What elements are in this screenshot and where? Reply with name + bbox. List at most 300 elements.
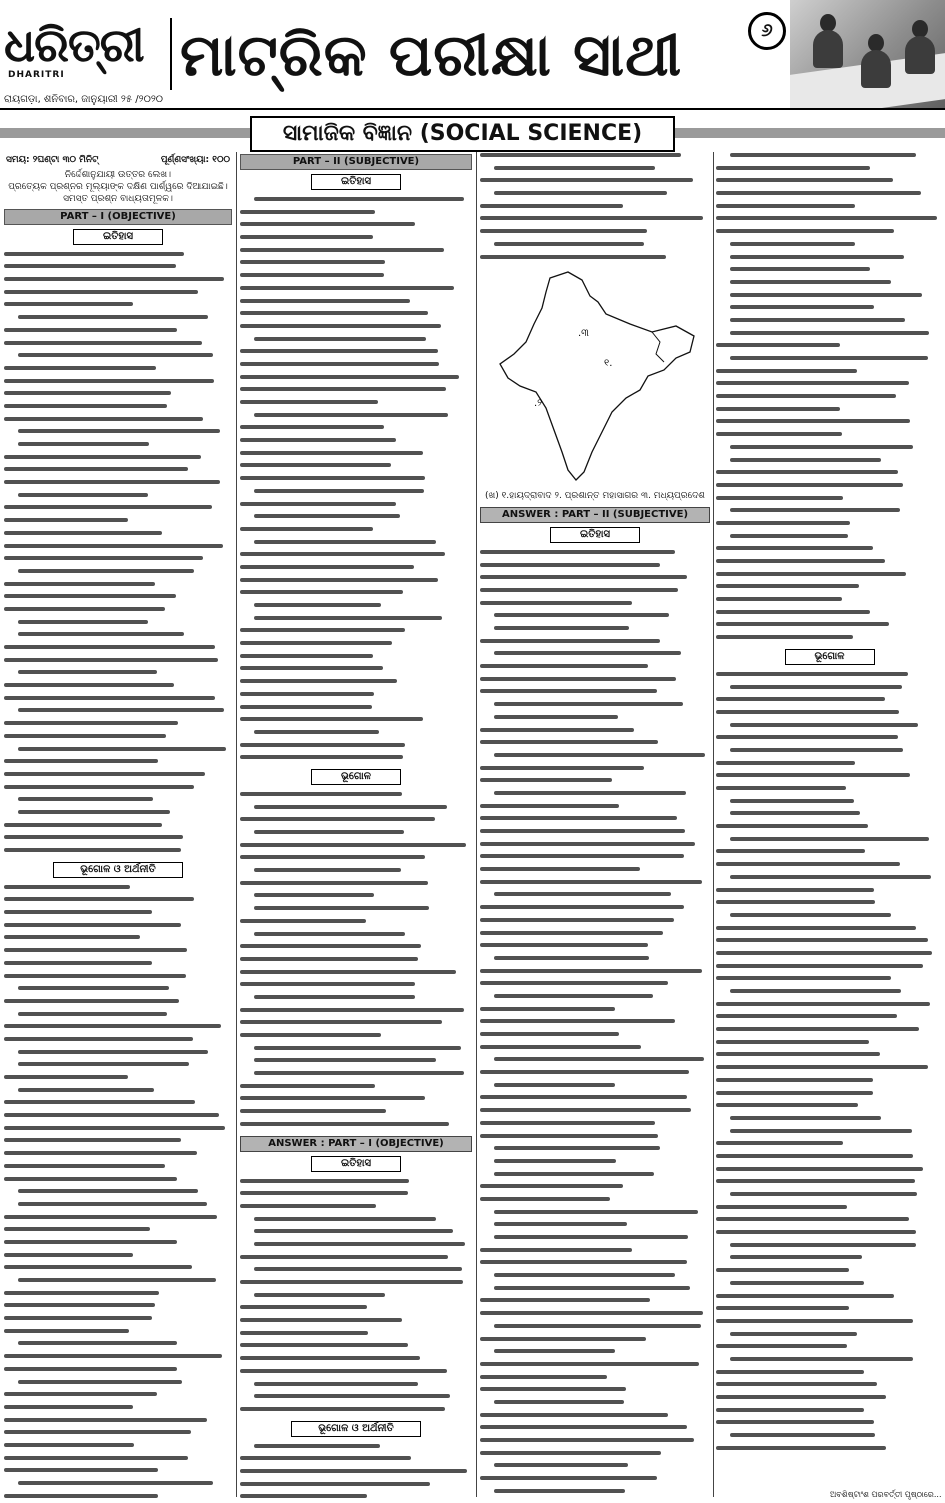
text-line [4,591,232,604]
text-line [240,537,472,550]
text-line [240,372,472,385]
text-line [480,788,710,801]
text-line [716,1088,943,1101]
text-line [4,338,232,351]
text-line [240,422,472,435]
column-divider [476,152,477,1497]
text-line [4,1135,232,1148]
text-line [240,979,472,992]
text-line [716,923,943,936]
text-line [4,1123,232,1136]
text-line [480,610,710,623]
text-line [4,274,232,287]
dateline: ରାୟଗଡ଼ା, ଶନିବାର, ଜାନୁୟାରୀ ୨୫ /୨୦୨୦ [4,94,164,105]
text-line [480,1295,710,1308]
text-line [716,961,943,974]
text-line [480,1245,710,1258]
text-line [240,954,472,967]
text-line [716,834,943,847]
text-line [240,702,472,715]
text-line [480,725,710,738]
text-line [716,720,943,733]
text-line [4,996,232,1009]
text-line [480,1460,710,1473]
text-line [240,549,472,562]
text-line [716,1265,943,1278]
text-line [716,201,943,214]
text-line [716,302,943,315]
text-line [240,1315,472,1328]
text-line [480,661,710,674]
text-line [4,1110,232,1123]
text-line [480,560,710,573]
exam-meta [4,150,232,169]
text-line [480,1448,710,1461]
text-line [240,625,472,638]
text-line [4,287,232,300]
text-line [716,505,943,518]
text-line [480,623,710,636]
column-4 [716,150,943,1500]
text-line [716,429,943,442]
text-line [480,1372,710,1385]
text-line [480,1105,710,1118]
logo-subtitle: DHARITRI [8,70,65,80]
text-line [240,1106,472,1119]
text-line [4,1326,232,1339]
text-line [716,531,943,544]
text-line [716,543,943,556]
text-line [240,878,472,891]
text-line [4,820,232,833]
text-line [716,770,943,783]
text-line [716,694,943,707]
text-line [716,404,943,417]
text-line [716,328,943,341]
part-1-heading: PART – I (OBJECTIVE) [4,209,232,225]
text-line [4,1491,232,1500]
text-line [240,245,472,258]
text-line [716,239,943,252]
text-line [480,175,710,188]
page-number-badge: ୬ [748,12,786,50]
india-map [480,266,708,490]
text-line [4,464,232,477]
text-line [4,705,232,718]
section-heading-history: ଇତିହାସ [311,174,401,190]
text-line [480,902,710,915]
text-line [240,663,472,676]
text-line [480,572,710,585]
text-line [716,1443,943,1456]
text-line [4,350,232,363]
text-line [4,414,232,427]
text-line [240,1119,472,1132]
text-line [240,852,472,865]
answer-block [240,1441,472,1500]
text-line [4,882,232,895]
text-line [4,1237,232,1250]
text-line [240,1176,472,1189]
text-line [480,889,710,902]
text-line [4,832,232,845]
answer-block [716,150,943,645]
text-line [480,1016,710,1029]
text-line [480,201,710,214]
text-line [4,528,232,541]
text-line [4,1148,232,1161]
text-line [4,983,232,996]
text-line [716,1062,943,1075]
column-divider [236,152,237,1497]
question-block [240,789,472,1132]
text-line [240,397,472,410]
text-line [240,575,472,588]
text-line [4,426,232,439]
masthead-rule [0,108,945,110]
text-line [4,452,232,465]
text-line [716,632,943,645]
question-block [4,249,232,858]
text-line [240,384,472,397]
text-line [4,502,232,515]
text-line [240,587,472,600]
text-line [716,1354,943,1367]
text-line [716,1049,943,1062]
text-line [4,1275,232,1288]
text-line [480,1067,710,1080]
text-line [480,978,710,991]
text-line [716,846,943,859]
text-line [4,1300,232,1313]
text-line [480,737,710,750]
text-line [716,1405,943,1418]
text-line [480,813,710,826]
text-line [4,1351,232,1364]
text-line [716,1138,943,1151]
text-line [4,401,232,414]
text-line [4,1021,232,1034]
section-heading-history: ଇତିହାସ [73,229,163,245]
text-line [4,566,232,579]
page-title: ମାଟ୍ରିକ ପରୀକ୍ଷା ସାଥୀ [180,21,683,89]
text-line [4,718,232,731]
text-line [4,1047,232,1060]
text-line [716,1100,943,1113]
text-line [716,607,943,620]
text-line [480,1384,710,1397]
map-label-1: ୧. [604,358,613,370]
text-line [716,1126,943,1139]
text-line [240,814,472,827]
text-line [240,789,472,802]
text-line [4,1402,232,1415]
text-line [240,1328,472,1341]
text-line [716,872,943,885]
text-line [4,1009,232,1022]
text-line [240,219,472,232]
text-line [240,714,472,727]
text-line [480,213,710,226]
text-line [480,188,710,201]
text-line [4,1174,232,1187]
text-line [716,1316,943,1329]
banner-bar-left [0,128,250,138]
text-line [480,991,710,1004]
text-line [716,783,943,796]
text-line [4,907,232,920]
text-line [480,648,710,661]
exam-time: ସମୟ: ୨ଘଣ୍ଟା ୩୦ ମିନିଟ୍ [6,155,99,165]
text-line [480,763,710,776]
text-line [4,1161,232,1174]
text-line [240,752,472,765]
text-line [240,486,472,499]
text-line [240,1043,472,1056]
text-line [480,1181,710,1194]
text-line [4,541,232,554]
text-line [4,1034,232,1047]
text-line [4,655,232,668]
text-line [716,1176,943,1189]
text-line [4,376,232,389]
text-line [716,1011,943,1024]
text-line [240,1491,472,1500]
column-divider [713,152,714,1497]
text-line [240,890,472,903]
text-line [240,473,472,486]
text-line [716,745,943,758]
text-line [240,359,472,372]
text-line [716,707,943,720]
text-line [240,1055,472,1068]
text-line [716,1202,943,1215]
text-line [716,1240,943,1253]
india-outline-map [480,266,708,490]
text-line [240,992,472,1005]
text-line [4,693,232,706]
text-line [240,346,472,359]
subject-heading: ସାମାଜିକ ବିଜ୍ଞାନ (SOCIAL SCIENCE) [250,116,675,152]
dharitri-logo [4,20,154,90]
text-line [480,940,710,953]
text-line [4,971,232,984]
text-line [240,613,472,626]
text-line [716,1252,943,1265]
column-3 [480,150,710,1500]
text-line [240,499,472,512]
text-line [716,1164,943,1177]
text-line [240,1404,472,1417]
text-line [240,1441,472,1454]
text-line [4,1440,232,1453]
text-line [480,1118,710,1131]
text-line [716,594,943,607]
text-line [480,839,710,852]
text-line [4,1415,232,1428]
text-line [240,1302,472,1315]
text-line [480,1194,710,1207]
text-line [480,1308,710,1321]
text-line [716,581,943,594]
text-line [480,1042,710,1055]
text-line [240,802,472,815]
text-line [716,669,943,682]
text-line [4,782,232,795]
text-line [4,629,232,642]
text-line [716,188,943,201]
text-line [240,676,472,689]
text-line [240,840,472,853]
text-line [240,1214,472,1227]
text-line [4,312,232,325]
text-line [480,826,710,839]
text-line [4,1427,232,1440]
answer-block [716,669,943,1456]
text-line [4,1072,232,1085]
text-line [716,378,943,391]
text-line [4,1364,232,1377]
map-label-3: .୩ [578,328,590,340]
text-line [4,325,232,338]
text-line [240,1252,472,1265]
continued-note: ଅବଶିଷ୍ଟାଂଶ ପରବର୍ତ୍ତୀ ପୃଷ୍ଠାରେ... [830,1490,942,1499]
text-line [716,518,943,531]
text-line [4,1059,232,1072]
text-line [240,448,472,461]
instruction-line: ନିର୍ଦ୍ଦେଶାନୁଯାୟୀ ଉତ୍ତର ଲେଖ। [64,169,172,180]
text-line [240,308,472,321]
text-line [716,416,943,429]
masthead [0,0,945,110]
text-line [240,903,472,916]
text-line [716,163,943,176]
text-line [480,1257,710,1270]
text-line [480,674,710,687]
text-line [716,1278,943,1291]
text-line [4,667,232,680]
students-exam-photo [790,0,945,110]
text-line [716,277,943,290]
text-line [716,1037,943,1050]
text-line [4,477,232,490]
section-heading-geo-econ: ଭୂଗୋଳ ଓ ଅର୍ଥନୀତି [53,862,183,878]
text-line [716,264,943,277]
text-line [4,744,232,757]
column-2 [240,150,472,1500]
text-line [716,885,943,898]
text-line [4,731,232,744]
text-line [716,1189,943,1202]
text-line [480,1410,710,1423]
text-line [4,1097,232,1110]
text-line [480,1080,710,1093]
text-line [4,1224,232,1237]
text-line [240,1479,472,1492]
text-line [716,391,943,404]
text-line [480,775,710,788]
text-line [716,1113,943,1126]
answer-part-2-heading: ANSWER : PART – II (SUBJECTIVE) [480,507,710,523]
text-line [4,1262,232,1275]
india-boundary [500,272,694,480]
text-line [716,353,943,366]
text-line [480,953,710,966]
exam-full-marks: ପୂର୍ଣ୍ଣସଂଖ୍ୟା: ୧୦୦ [160,155,230,165]
text-line [480,915,710,928]
text-line [240,740,472,753]
logo-wordmark: ଧରିତ୍ରୀ [4,18,144,72]
section-heading-geography: ଭୂଗୋଳ [785,649,875,665]
section-heading-geo-econ: ଭୂଗୋଳ ଓ ଅର୍ଥନୀତି [291,1421,421,1437]
text-line [716,315,943,328]
text-line [716,455,943,468]
answer-part-1-heading: ANSWER : PART – I (OBJECTIVE) [240,1136,472,1152]
text-line [240,638,472,651]
text-line [716,1303,943,1316]
masthead-divider [170,18,172,90]
text-line [480,239,710,252]
text-line [716,569,943,582]
map-caption: (ଖ) ୧.ହାୟଦ୍ରାବାଦ ୨. ପ୍ରଶାନ୍ତ ମହାସାଗର ୩. ମଧ୍ୟପ୍ରଦେଶ [484,491,705,502]
text-line [4,769,232,782]
text-line [4,945,232,958]
text-line [240,524,472,537]
text-line [480,1004,710,1017]
text-line [480,1131,710,1144]
text-line [716,150,943,163]
text-line [480,547,710,560]
text-line [716,1291,943,1304]
text-line [4,1212,232,1225]
text-line [4,1377,232,1390]
text-line [240,827,472,840]
text-line [4,1250,232,1263]
text-line [480,585,710,598]
text-line [240,194,472,207]
text-line [240,283,472,296]
text-line [716,796,943,809]
text-line [480,1435,710,1448]
text-line [716,442,943,455]
text-line [716,467,943,480]
text-line [4,439,232,452]
text-line [4,261,232,274]
text-line [480,1054,710,1067]
text-line [4,1465,232,1478]
answer-block [240,1176,472,1417]
text-line [240,1366,472,1379]
text-line [240,916,472,929]
text-line [716,1341,943,1354]
text-line [716,252,943,265]
text-line [480,686,710,699]
text-line [716,493,943,506]
text-line [716,973,943,986]
section-heading-history: ଇତିହାସ [311,1156,401,1172]
text-line [480,1321,710,1334]
text-line [716,859,943,872]
text-line [716,910,943,923]
text-line [240,1391,472,1404]
text-line [480,1334,710,1347]
question-block [4,882,232,1500]
text-line [716,1379,943,1392]
text-line [4,1338,232,1351]
text-line [716,1392,943,1405]
text-line [716,682,943,695]
banner-bar-right [675,128,945,138]
